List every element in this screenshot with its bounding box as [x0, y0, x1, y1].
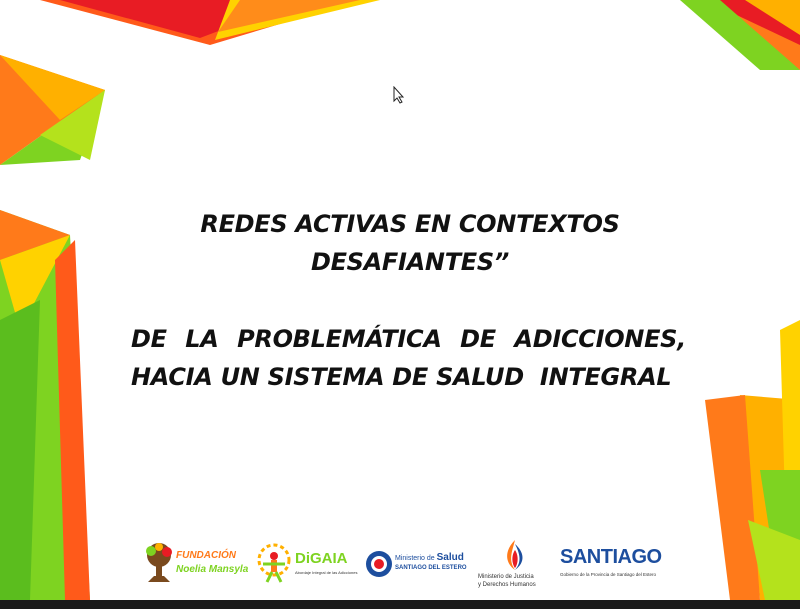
subtitle-word: PROBLEMÁTICA	[237, 325, 442, 353]
salud-line2: SANTIAGO DEL ESTERO	[395, 565, 467, 571]
flame-logo-icon	[500, 538, 530, 572]
title-line-1: REDES ACTIVAS EN CONTEXTOS	[200, 210, 620, 238]
salud-line1	[395, 552, 464, 563]
tree-logo-icon	[142, 542, 176, 586]
subtitle-line-1	[131, 320, 686, 358]
subtitle-line-2: HACIA UN SISTEMA DE SALUD INTEGRAL	[131, 363, 672, 391]
logo-santiago	[560, 538, 670, 590]
screen-bottom-edge	[0, 600, 800, 609]
santiago-caption: Gobierno de la Provincia de Santiago del Estero	[560, 572, 657, 577]
logo-fundacion	[140, 538, 250, 590]
salud-ministerio: Ministerio de	[395, 555, 435, 562]
fundacion-line2: Noelia Mansyla	[176, 564, 249, 575]
sun-figure-logo-icon	[255, 540, 293, 586]
santiago-name: SANTIAGO	[560, 546, 662, 568]
logo-ministerio-justicia	[478, 538, 558, 590]
logo-ministerio-salud	[365, 538, 475, 590]
subtitle-word: DE	[460, 325, 496, 353]
justicia-line2: y Derechos Humanos	[478, 582, 536, 588]
slide-title	[120, 205, 700, 281]
title-line-2: DESAFIANTES”	[310, 248, 510, 276]
digaia-name: DiGAIA	[295, 550, 348, 567]
salud-circle-logo-icon	[365, 550, 393, 578]
cursor-arrow-icon	[393, 86, 405, 104]
subtitle-word: DE	[131, 325, 167, 353]
justicia-line1: Ministerio de Justicia	[478, 574, 534, 580]
digaia-caption: Abordaje Integral de las Adicciones	[295, 570, 358, 575]
salud-bold: Salud	[436, 552, 464, 563]
subtitle-word: LA	[185, 325, 219, 353]
logo-digaia	[255, 538, 358, 590]
sponsor-logos	[140, 538, 670, 590]
subtitle-word: ADICCIONES,	[514, 325, 686, 353]
slide-subtitle	[131, 320, 691, 396]
fundacion-line1: FUNDACIÓN	[176, 550, 236, 561]
